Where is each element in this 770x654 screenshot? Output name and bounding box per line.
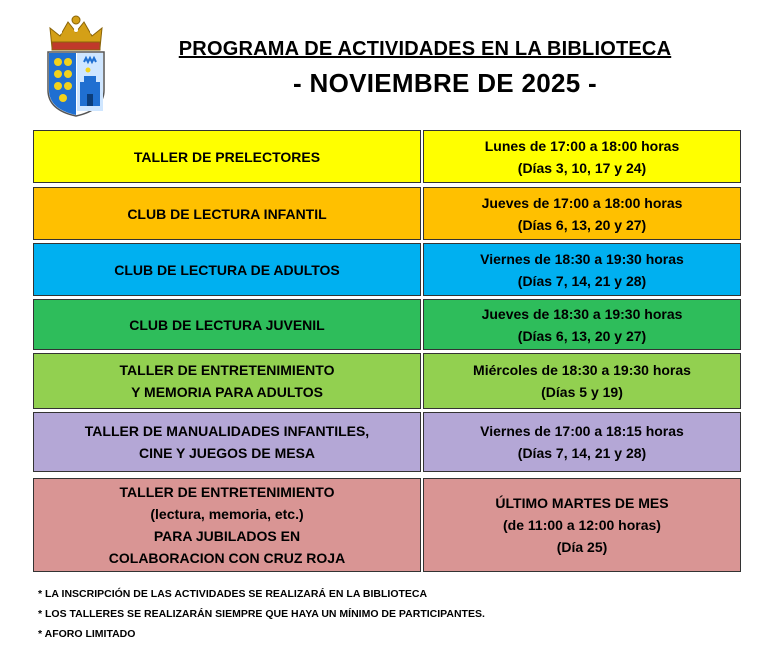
shield-icon [48,52,104,116]
activity-name: CLUB DE LECTURA INFANTIL [33,187,421,240]
activity-row [33,299,741,350]
activity-name: TALLER DE ENTRETENIMIENTO Y MEMORIA PARA ADULTOS [33,353,421,409]
page-subtitle: - NOVIEMBRE DE 2025 - [293,68,597,98]
activity-schedule: Jueves de 17:00 a 18:00 horas (Días 6, 13, 20 y 27) [423,187,741,240]
footnote: * LA INSCRIPCIÓN DE LAS ACTIVIDADES SE REALIZARÁ EN LA BIBLIOTECA [38,588,428,600]
activity-row [33,412,741,472]
activity-name: CLUB DE LECTURA DE ADULTOS [33,243,421,296]
page-title: PROGRAMA DE ACTIVIDADES EN LA BIBLIOTECA [178,38,672,60]
footnote: * AFORO LIMITADO [38,628,136,640]
coat-of-arms-icon [40,10,112,118]
activity-schedule: ÚLTIMO MARTES DE MES (de 11:00 a 12:00 horas) (Día 25) [423,478,741,572]
activity-row [33,353,741,409]
footnote: * LOS TALLERES SE REALIZARÁN SIEMPRE QUE HAYA UN MÍNIMO DE PARTICIPANTES. [38,608,485,620]
activity-row [33,187,741,240]
activity-schedule: Jueves de 18:30 a 19:30 horas (Días 6, 13, 20 y 27) [423,299,741,350]
activity-name: TALLER DE PRELECTORES [33,130,421,183]
activity-schedule: Viernes de 17:00 a 18:15 horas (Días 7, 14, 21 y 28) [423,412,741,472]
activity-name: CLUB DE LECTURA JUVENIL [33,299,421,350]
activity-row [33,243,741,296]
activity-schedule: Viernes de 18:30 a 19:30 horas (Días 7, 14, 21 y 28) [423,243,741,296]
activity-schedule: Lunes de 17:00 a 18:00 horas (Días 3, 10, 17 y 24) [423,130,741,183]
activity-name: TALLER DE MANUALIDADES INFANTILES, CINE Y JUEGOS DE MESA [33,412,421,472]
footnotes [38,584,485,644]
activity-row [33,478,741,572]
activity-name: TALLER DE ENTRETENIMIENTO (lectura, memoria, etc.) PARA JUBILADOS EN COLABORACION CON CRUZ ROJA [33,478,421,572]
activity-schedule: Miércoles de 18:30 a 19:30 horas (Días 5 y 19) [423,353,741,409]
crown-icon [50,16,102,50]
activity-row [33,130,741,183]
